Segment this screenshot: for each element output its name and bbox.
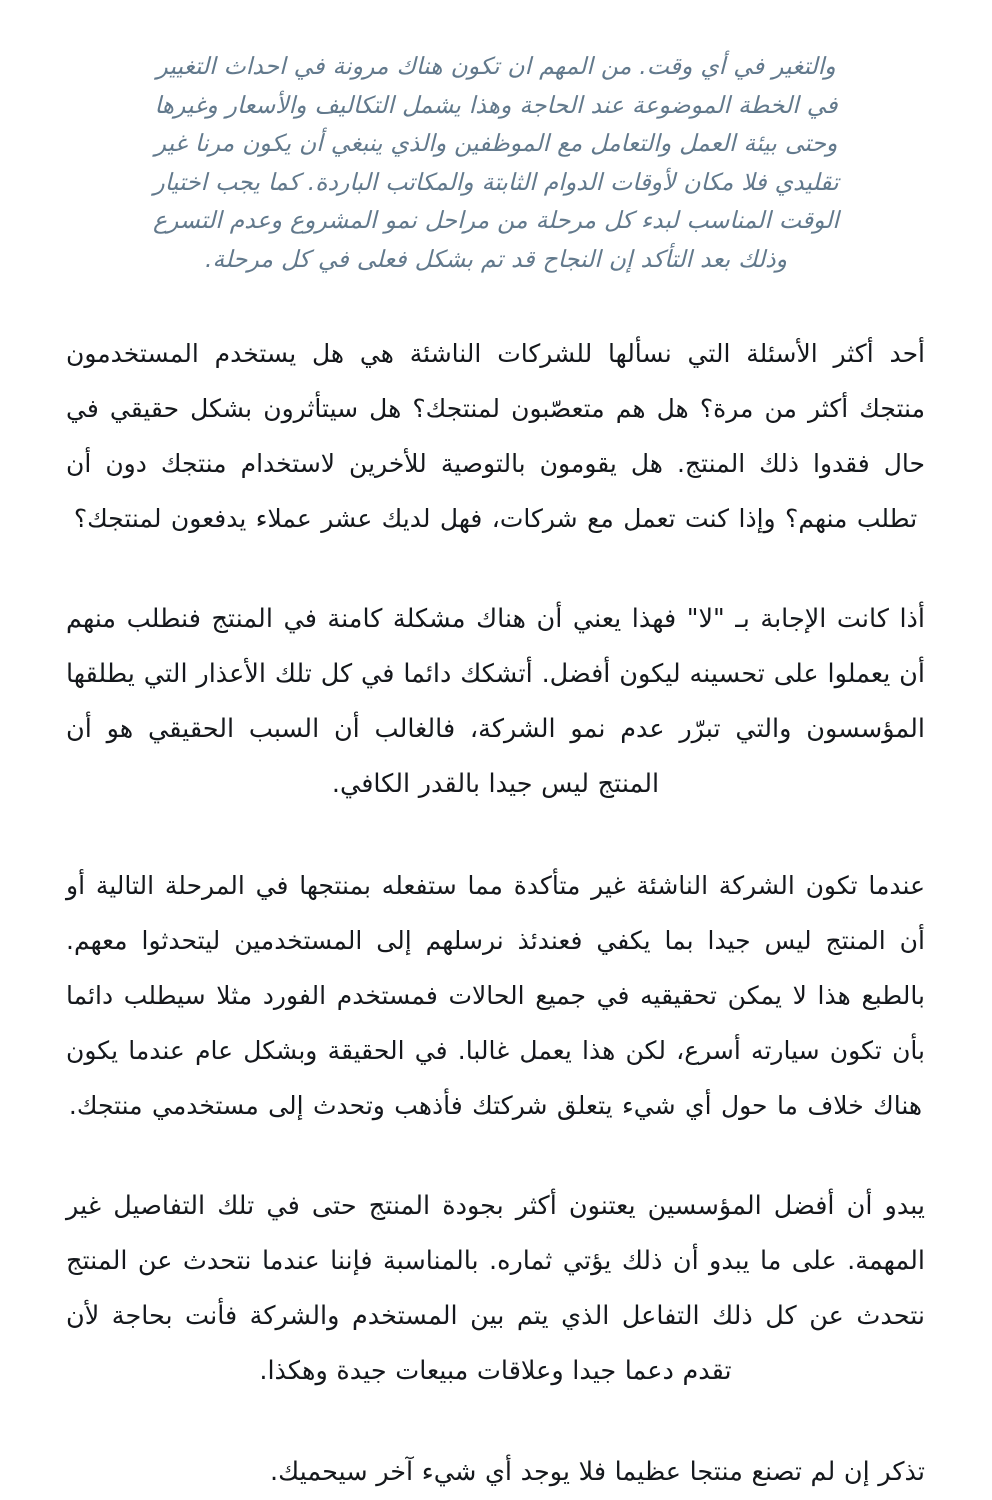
body-paragraph-4: يبدو أن أفضل المؤسسين يعتنون أكثر بجودة المنتج حتى في تلك التفاصيل غير المهمة. على ما يبدو أن ذلك يؤتي ثماره. بالمناسبة فإننا عندما نتحدث عن المنتج نتحدث عن كل ذلك التفاعل الذي يتم بين المستخدم والشركة فأنت بحاجة لأن تقدم دعما جيدا وعلاقات مبيعات جيدة وهكذا.: [66, 1191, 925, 1386]
body-paragraph-2: أذا كانت الإجابة بـ "لا" فهذا يعني أن هناك مشكلة كامنة في المنتج فنطلب منهم أن يعملوا على تحسينه ليكون أفضل. أتشكك دائما في كل تلك الأعذار التي يطلقها المؤسسون والتي تبرّر عدم نمو الشركة، فالغالب أن السبب الحقيقي هو أن المنتج ليس جيدا بالقدر الكافي.: [66, 604, 925, 799]
pull-quote-block: والتغير في أي وقت. من المهم ان تكون هناك مرونة في احداث التغيير في الخطة الموضوعة عند الحاجة وهذا يشمل التكاليف والأسعار وغيرها وحتى بيئة العمل والتعامل مع الموظفين والذي ينبغي أن يكون مرنا غير تقليدي فلا مكان لأوقات الدوام الثابتة والمكاتب الباردة. كما يجب اختيار الوقت المناسب لبدء كل مرحلة من مراحل نمو المشروع وعدم التسرع وذلك بعد التأكد إن النجاح قد تم بشكل فعلى في كل مرحلة.: [153, 52, 839, 273]
body-paragraph-3: عندما تكون الشركة الناشئة غير متأكدة مما ستفعله بمنتجها في المرحلة التالية أو أن المنتج ليس جيدا بما يكفي فعندئذ نرسلهم إلى المستخدمين ليتحدثوا معهم. بالطبع هذا لا يمكن تحقيقيه في جميع الحالات فمستخدم الفورد مثلا سيطلب دائما بأن تكون سيارته أسرع، لكن هذا يعمل غالبا. في الحقيقة وبشكل عام عندما يكون هناك خلاف ما حول أي شيء يتعلق شركتك فأذهب وتحدث إلى مستخدمي منتجك.: [66, 871, 925, 1120]
body-paragraph-5: تذكر إن لم تصنع منتجا عظيما فلا يوجد أي شيء آخر سيحميك.: [270, 1457, 925, 1487]
document-body: [66, 326, 925, 1500]
body-paragraph-1: أحد أكثر الأسئلة التي نسألها للشركات الناشئة هي هل يستخدم المستخدمون منتجك أكثر من مرة؟ هل هم متعصّبون لمنتجك؟ هل سيتأثرون بشكل حقيقي في حال فقدوا ذلك المنتج. هل يقومون بالتوصية للأخرين لاستخدام منتجك دون أن تطلب منهم؟ وإذا كنت تعمل مع شركات، فهل لديك عشر عملاء يدفعون لمنتجك؟: [66, 339, 925, 533]
